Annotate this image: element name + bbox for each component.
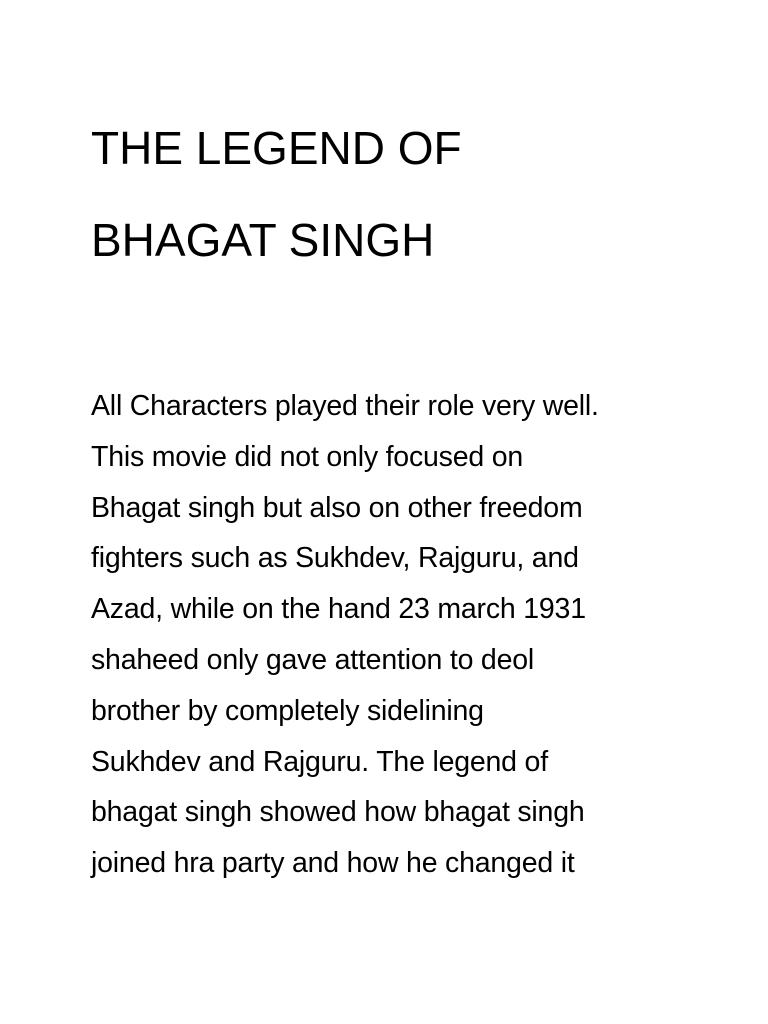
title-line: THE LEGEND OF — [91, 122, 462, 174]
document-title — [91, 102, 462, 286]
body-line: Azad, while on the hand 23 march 1931 — [91, 593, 586, 626]
body-line: fighters such as Sukhdev, Rajguru, and — [91, 542, 579, 575]
body-line: This movie did not only focused on — [91, 440, 524, 473]
body-line: shaheed only gave attention to deol — [91, 643, 535, 676]
body-line: All Characters played their role very well. — [91, 390, 599, 422]
body-line: Bhagat singh but also on other freedom — [91, 491, 583, 524]
body-line: joined hra party and how he changed it — [91, 847, 575, 880]
body-line: brother by completely sidelining — [91, 694, 484, 727]
title-line: BHAGAT SINGH — [91, 214, 435, 266]
body-line: bhagat singh showed how bhagat singh — [91, 796, 585, 829]
body-line: Sukhdev and Rajguru. The legend of — [91, 745, 548, 778]
document-body-paragraph — [91, 381, 599, 889]
